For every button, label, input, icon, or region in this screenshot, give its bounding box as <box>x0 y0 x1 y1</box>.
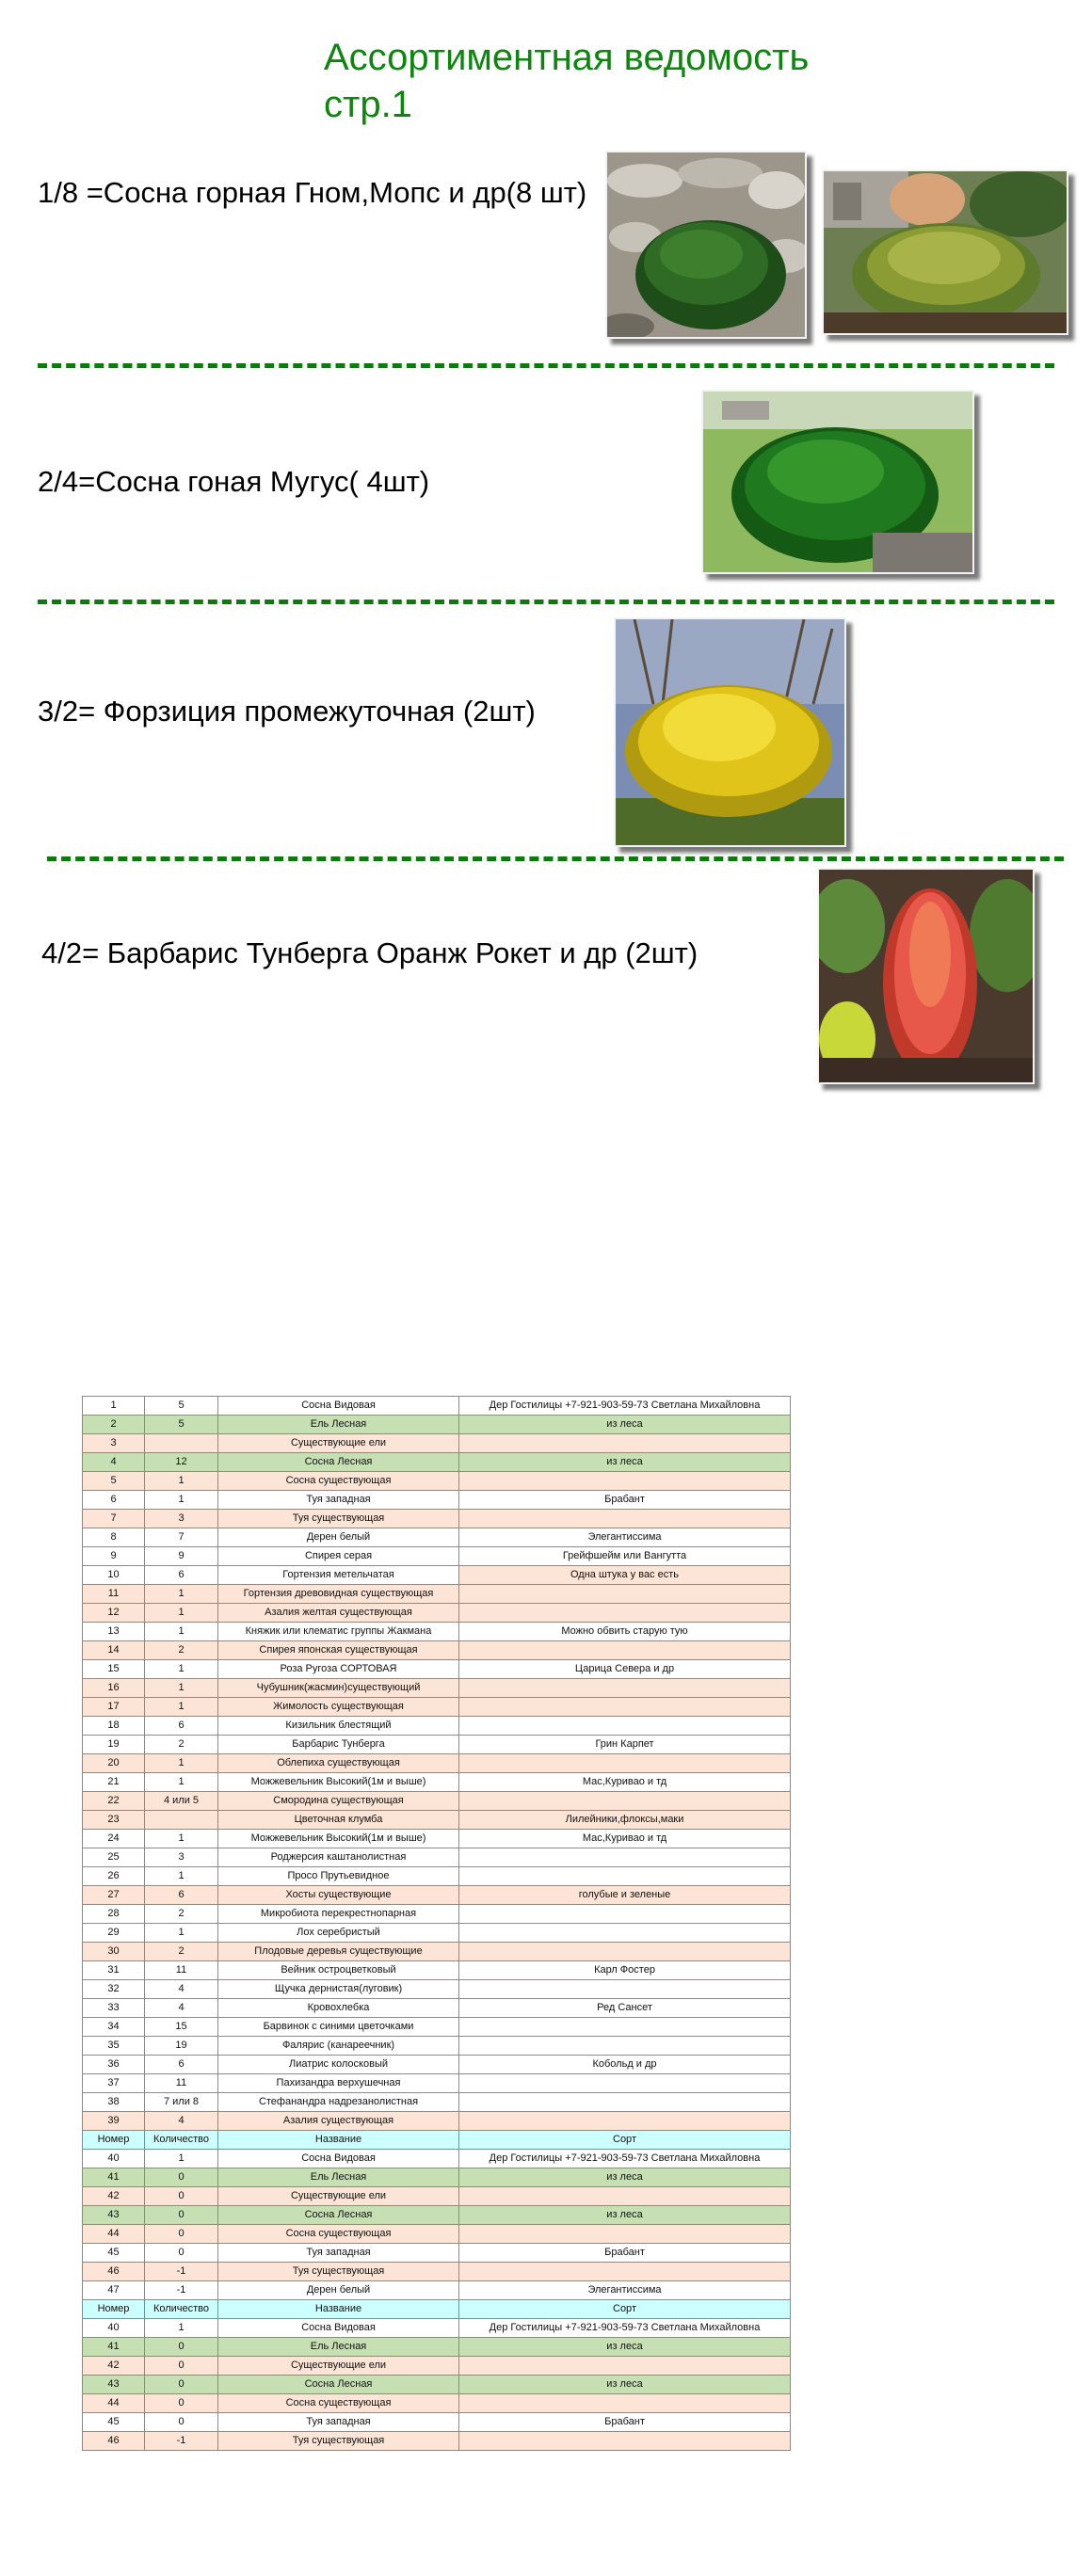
table-row <box>83 1585 791 1604</box>
table-cell: 18 <box>83 1717 145 1736</box>
table-cell: Микробиота перекрестнопарная <box>218 1905 459 1924</box>
table-cell <box>459 2357 791 2376</box>
table-cell: 11 <box>145 2074 218 2093</box>
table-row <box>83 2018 791 2037</box>
table-cell: Мас,Куривао и тд <box>459 1830 791 1848</box>
table-cell: Облепиха существующая <box>218 1754 459 1773</box>
table-cell <box>459 2432 791 2451</box>
table-cell <box>459 2093 791 2112</box>
assortment-table <box>82 1396 791 2451</box>
table-cell: 6 <box>83 1491 145 1510</box>
table-cell: 19 <box>83 1736 145 1754</box>
table-cell: 17 <box>83 1698 145 1717</box>
table-row <box>83 1660 791 1679</box>
table-cell: 1 <box>145 1754 218 1773</box>
table-cell <box>459 2037 791 2056</box>
table-cell: Можно обвить старую тую <box>459 1623 791 1641</box>
table-cell <box>459 1698 791 1717</box>
table-cell: Щучка дернистая(луговик) <box>218 1980 459 1999</box>
table-cell: Фалярис (канареечник) <box>218 2037 459 2056</box>
table-cell: 1 <box>83 1397 145 1416</box>
table-row <box>83 1848 791 1867</box>
table-row <box>83 2319 791 2338</box>
table-row <box>83 1717 791 1736</box>
table-cell: 43 <box>83 2376 145 2394</box>
table-cell: 0 <box>145 2413 218 2432</box>
table-cell: Кровохлебка <box>218 1999 459 2018</box>
item-1-label: 1/8 =Сосна горная Гном,Мопс и др(8 шт) <box>38 176 587 209</box>
table-cell: 39 <box>83 2112 145 2131</box>
table-row <box>83 1961 791 1980</box>
table-cell: 1 <box>145 1679 218 1698</box>
table-cell: Сосна существующая <box>218 2225 459 2244</box>
table-cell: 6 <box>145 1717 218 1736</box>
table-cell: Одна штука у вас есть <box>459 1566 791 1585</box>
table-row <box>83 1416 791 1434</box>
table-cell: 4 <box>145 1999 218 2018</box>
table-cell: Ред Сансет <box>459 1999 791 2018</box>
table-row <box>83 2093 791 2112</box>
table-cell: 1 <box>145 1604 218 1623</box>
section-divider <box>38 600 1054 604</box>
table-cell: Дер Гостилицы +7-921-903-59-73 Светлана Михайловна <box>459 2150 791 2168</box>
table-cell: Сосна Видовая <box>218 1397 459 1416</box>
table-cell: 1 <box>145 1585 218 1604</box>
table-cell: -1 <box>145 2281 218 2300</box>
table-cell: Вейник остроцветковый <box>218 1961 459 1980</box>
table-cell: 7 <box>83 1510 145 1528</box>
table-cell: 45 <box>83 2413 145 2432</box>
table-cell: 27 <box>83 1886 145 1905</box>
table-cell: Можжевельник Высокий(1м и выше) <box>218 1773 459 1792</box>
table-cell: Сосна Видовая <box>218 2319 459 2338</box>
section-divider <box>38 363 1054 368</box>
table-header-cell: Сорт <box>459 2300 791 2319</box>
table-cell: 16 <box>83 1679 145 1698</box>
table-row <box>83 1736 791 1754</box>
table-row <box>83 2074 791 2093</box>
table-header-row <box>83 2131 791 2150</box>
table-cell: Барвинок с синими цветочками <box>218 2018 459 2037</box>
table-row <box>83 1943 791 1961</box>
table-cell: 38 <box>83 2093 145 2112</box>
table-cell <box>459 1679 791 1698</box>
table-cell: Элегантиссима <box>459 1528 791 1547</box>
table-cell: 41 <box>83 2168 145 2187</box>
table-cell: 1 <box>145 1830 218 1848</box>
table-cell: Кизильник блестящий <box>218 1717 459 1736</box>
table-cell: 36 <box>83 2056 145 2074</box>
table-cell: 1 <box>145 1491 218 1510</box>
table-row <box>83 1886 791 1905</box>
table-row <box>83 1566 791 1585</box>
table-cell <box>459 1717 791 1736</box>
table-cell: 6 <box>145 2056 218 2074</box>
mugo-pine-photo <box>701 390 974 574</box>
table-cell: Элегантиссима <box>459 2281 791 2300</box>
table-row <box>83 2244 791 2263</box>
table-cell: 1 <box>145 1623 218 1641</box>
table-cell: из леса <box>459 1416 791 1434</box>
table-row <box>83 2357 791 2376</box>
table-cell: 11 <box>83 1585 145 1604</box>
table-cell <box>459 1980 791 1999</box>
table-cell: Дер Гостилицы +7-921-903-59-73 Светлана Михайловна <box>459 1397 791 1416</box>
table-cell: 21 <box>83 1773 145 1792</box>
table-cell: из леса <box>459 1453 791 1472</box>
table-cell: 1 <box>145 1472 218 1491</box>
table-cell <box>459 1472 791 1491</box>
table-cell <box>459 1848 791 1867</box>
table-row <box>83 1679 791 1698</box>
table-cell: 0 <box>145 2244 218 2263</box>
table-cell: Дерен белый <box>218 1528 459 1547</box>
table-row <box>83 1528 791 1547</box>
table-cell: 0 <box>145 2168 218 2187</box>
table-row <box>83 2112 791 2131</box>
table-cell: Смородина существующая <box>218 1792 459 1811</box>
table-cell: Лох серебристый <box>218 1924 459 1943</box>
table-row <box>83 1924 791 1943</box>
table-cell <box>459 1585 791 1604</box>
table-cell <box>459 2018 791 2037</box>
table-cell: 28 <box>83 1905 145 1924</box>
table-cell: Хосты существующие <box>218 1886 459 1905</box>
table-cell: 4 <box>145 1980 218 1999</box>
table-cell <box>459 2394 791 2413</box>
table-cell <box>459 2112 791 2131</box>
table-row <box>83 1811 791 1830</box>
table-cell: 47 <box>83 2281 145 2300</box>
table-row <box>83 1905 791 1924</box>
table-cell: 10 <box>83 1566 145 1585</box>
table-cell: Лилейники,флоксы,маки <box>459 1811 791 1830</box>
table-cell: из леса <box>459 2168 791 2187</box>
table-cell: Грин Карпет <box>459 1736 791 1754</box>
table-cell: Ель Лесная <box>218 2338 459 2357</box>
table-cell <box>459 1867 791 1886</box>
table-header-cell: Сорт <box>459 2131 791 2150</box>
table-cell: Туя существующая <box>218 1510 459 1528</box>
table-cell <box>459 1641 791 1660</box>
table-cell: Брабант <box>459 1491 791 1510</box>
table-cell: Сосна Видовая <box>218 2150 459 2168</box>
table-cell: 5 <box>145 1416 218 1434</box>
table-cell: 5 <box>83 1472 145 1491</box>
table-cell: 1 <box>145 1773 218 1792</box>
table-cell: 40 <box>83 2319 145 2338</box>
table-cell: 34 <box>83 2018 145 2037</box>
table-cell: Роза Ругоза СОРТОВАЯ <box>218 1660 459 1679</box>
table-cell: Сосна существующая <box>218 1472 459 1491</box>
table-row <box>83 2187 791 2206</box>
table-cell: 15 <box>145 2018 218 2037</box>
table-header-row <box>83 2300 791 2319</box>
table-header-cell: Номер <box>83 2300 145 2319</box>
table-cell: Туя западная <box>218 1491 459 1510</box>
table-cell: 12 <box>145 1453 218 1472</box>
table-cell <box>459 2263 791 2281</box>
table-cell: 12 <box>83 1604 145 1623</box>
table-cell: 23 <box>83 1811 145 1830</box>
table-cell: 6 <box>145 1566 218 1585</box>
table-cell: 22 <box>83 1792 145 1811</box>
table-cell: 7 или 8 <box>145 2093 218 2112</box>
table-cell: 1 <box>145 2150 218 2168</box>
table-row <box>83 2056 791 2074</box>
table-cell: 15 <box>83 1660 145 1679</box>
table-cell: голубые и зеленые <box>459 1886 791 1905</box>
table-row <box>83 1867 791 1886</box>
table-row <box>83 2168 791 2187</box>
table-cell: Чубушник(жасмин)существующий <box>218 1679 459 1698</box>
table-cell: 43 <box>83 2206 145 2225</box>
table-cell: 2 <box>145 1641 218 1660</box>
table-cell <box>459 1604 791 1623</box>
table-cell: Лиатрис колосковый <box>218 2056 459 2074</box>
table-cell: Можжевельник Высокий(1м и выше) <box>218 1830 459 1848</box>
table-cell: 11 <box>145 1961 218 1980</box>
table-cell: Гортензия метельчатая <box>218 1566 459 1585</box>
table-cell: 41 <box>83 2338 145 2357</box>
table-cell: Мас,Куривао и тд <box>459 1773 791 1792</box>
table-cell: 2 <box>145 1905 218 1924</box>
table-cell: Роджерсия каштанолистная <box>218 1848 459 1867</box>
table-cell: 4 или 5 <box>145 1792 218 1811</box>
table-cell: 3 <box>145 1848 218 1867</box>
table-cell: 29 <box>83 1924 145 1943</box>
table-cell: 1 <box>145 1698 218 1717</box>
table-cell: 2 <box>145 1943 218 1961</box>
table-cell: 14 <box>83 1641 145 1660</box>
table-cell: 8 <box>83 1528 145 1547</box>
table-cell: Стефанандра надрезанолистная <box>218 2093 459 2112</box>
table-cell: 0 <box>145 2206 218 2225</box>
table-row <box>83 1397 791 1416</box>
table-cell <box>459 1434 791 1453</box>
table-cell: Сосна Лесная <box>218 1453 459 1472</box>
item-3-label: 3/2= Форзиция промежуточная (2шт) <box>38 695 536 728</box>
table-cell: 1 <box>145 1867 218 1886</box>
table-cell: 25 <box>83 1848 145 1867</box>
table-cell: Ель Лесная <box>218 2168 459 2187</box>
table-cell: 30 <box>83 1943 145 1961</box>
table-row <box>83 1434 791 1453</box>
table-cell: 13 <box>83 1623 145 1641</box>
barberry-orange-rocket-photo <box>817 868 1035 1084</box>
table-cell: Барбарис Тунберга <box>218 1736 459 1754</box>
table-cell <box>459 1510 791 1528</box>
table-cell: 0 <box>145 2225 218 2244</box>
table-row <box>83 1623 791 1641</box>
mountain-pine-garden-photo <box>822 169 1068 335</box>
table-header-cell: Номер <box>83 2131 145 2150</box>
table-cell: 31 <box>83 1961 145 1980</box>
table-row <box>83 1830 791 1848</box>
table-cell: Спирея серая <box>218 1547 459 1566</box>
table-cell: 20 <box>83 1754 145 1773</box>
table-cell: Сосна существующая <box>218 2394 459 2413</box>
table-row <box>83 1698 791 1717</box>
table-cell: Сосна Лесная <box>218 2206 459 2225</box>
table-header-cell: Количество <box>145 2131 218 2150</box>
table-cell: 1 <box>145 1660 218 1679</box>
table-cell <box>459 1792 791 1811</box>
table-cell: из леса <box>459 2376 791 2394</box>
table-cell: 5 <box>145 1397 218 1416</box>
table-cell <box>459 2187 791 2206</box>
table-row <box>83 2037 791 2056</box>
mountain-pine-rockery-photo <box>605 151 807 339</box>
table-cell: 1 <box>145 2319 218 2338</box>
page-title: Ассортиментная ведомость стр.1 <box>324 37 810 125</box>
table-cell <box>145 1434 218 1453</box>
table-cell: из леса <box>459 2338 791 2357</box>
table-cell: Просо Прутьевидное <box>218 1867 459 1886</box>
table-row <box>83 2394 791 2413</box>
table-cell: 19 <box>145 2037 218 2056</box>
table-cell: 33 <box>83 1999 145 2018</box>
table-cell: Существующие ели <box>218 2357 459 2376</box>
table-row <box>83 2263 791 2281</box>
table-cell: 0 <box>145 2376 218 2394</box>
table-cell: 24 <box>83 1830 145 1848</box>
table-cell: 7 <box>145 1528 218 1547</box>
table-cell <box>459 1905 791 1924</box>
table-cell: 0 <box>145 2357 218 2376</box>
table-cell: 9 <box>145 1547 218 1566</box>
table-row <box>83 1510 791 1528</box>
table-cell: 26 <box>83 1867 145 1886</box>
table-cell: Грейфшейм или Вангутта <box>459 1547 791 1566</box>
table-cell: -1 <box>145 2432 218 2451</box>
table-cell: Брабант <box>459 2413 791 2432</box>
table-row <box>83 1641 791 1660</box>
table-cell: Существующие ели <box>218 2187 459 2206</box>
table-cell <box>459 2074 791 2093</box>
table-cell: Брабант <box>459 2244 791 2263</box>
table-cell: 45 <box>83 2244 145 2263</box>
table-row <box>83 2150 791 2168</box>
table-cell: 44 <box>83 2394 145 2413</box>
table-cell: Азалия желтая существующая <box>218 1604 459 1623</box>
table-cell: Ель Лесная <box>218 1416 459 1434</box>
table-row <box>83 1491 791 1510</box>
table-row <box>83 1980 791 1999</box>
table-cell: Цветочная клумба <box>218 1811 459 1830</box>
table-cell: 2 <box>83 1416 145 1434</box>
table-row <box>83 2413 791 2432</box>
table-row <box>83 2225 791 2244</box>
table-cell: 1 <box>145 1924 218 1943</box>
table-cell: Жимолость существующая <box>218 1698 459 1717</box>
table-row <box>83 1773 791 1792</box>
table-cell: Азалия существующая <box>218 2112 459 2131</box>
table-cell: Сосна Лесная <box>218 2376 459 2394</box>
table-header-cell: Количество <box>145 2300 218 2319</box>
table-cell: 0 <box>145 2394 218 2413</box>
table-cell: из леса <box>459 2206 791 2225</box>
table-row <box>83 1453 791 1472</box>
table-row <box>83 2338 791 2357</box>
table-row <box>83 1604 791 1623</box>
table-cell: 35 <box>83 2037 145 2056</box>
table-cell: Туя существующая <box>218 2263 459 2281</box>
forsythia-photo <box>614 617 846 847</box>
table-row <box>83 2432 791 2451</box>
table-cell: 3 <box>145 1510 218 1528</box>
table-cell: 40 <box>83 2150 145 2168</box>
table-cell: Спирея японская существующая <box>218 1641 459 1660</box>
table-cell: 4 <box>145 2112 218 2131</box>
table-cell: Карл Фостер <box>459 1961 791 1980</box>
table-cell <box>145 1811 218 1830</box>
table-cell: Царица Севера и др <box>459 1660 791 1679</box>
table-cell: Туя существующая <box>218 2432 459 2451</box>
table-cell: Дерен белый <box>218 2281 459 2300</box>
table-cell: 46 <box>83 2432 145 2451</box>
table-cell: 0 <box>145 2187 218 2206</box>
table-cell: 9 <box>83 1547 145 1566</box>
table-row <box>83 1472 791 1491</box>
table-cell <box>459 2225 791 2244</box>
table-cell: Пахизандра верхушечная <box>218 2074 459 2093</box>
table-cell: 32 <box>83 1980 145 1999</box>
table-cell: Гортензия древовидная существующая <box>218 1585 459 1604</box>
table-row <box>83 1754 791 1773</box>
table-cell <box>459 1754 791 1773</box>
table-row <box>83 2206 791 2225</box>
table-cell: Плодовые деревья существующие <box>218 1943 459 1961</box>
table-cell: -1 <box>145 2263 218 2281</box>
item-4-label: 4/2= Барбарис Тунберга Оранж Рокет и др (2шт) <box>41 936 699 969</box>
table-row <box>83 1792 791 1811</box>
table-cell: Дер Гостилицы +7-921-903-59-73 Светлана Михайловна <box>459 2319 791 2338</box>
table-cell: Туя западная <box>218 2244 459 2263</box>
table-cell <box>459 1943 791 1961</box>
table-row <box>83 2376 791 2394</box>
table-cell <box>459 1924 791 1943</box>
table-header-cell: Название <box>218 2131 459 2150</box>
table-cell: 44 <box>83 2225 145 2244</box>
table-cell: 4 <box>83 1453 145 1472</box>
table-row <box>83 1547 791 1566</box>
table-cell: 42 <box>83 2187 145 2206</box>
table-cell: 46 <box>83 2263 145 2281</box>
table-cell: 3 <box>83 1434 145 1453</box>
item-2-label: 2/4=Сосна гоная Мугус( 4шт) <box>38 465 430 498</box>
table-row <box>83 1999 791 2018</box>
table-cell: Княжик или клематис группы Жакмана <box>218 1623 459 1641</box>
table-row <box>83 2281 791 2300</box>
table-header-cell: Название <box>218 2300 459 2319</box>
table-cell: 2 <box>145 1736 218 1754</box>
table-cell: 0 <box>145 2338 218 2357</box>
section-divider <box>47 856 1064 861</box>
table-cell: 42 <box>83 2357 145 2376</box>
table-cell: 6 <box>145 1886 218 1905</box>
table-cell: Туя западная <box>218 2413 459 2432</box>
table-cell: Существующие ели <box>218 1434 459 1453</box>
table-cell: Кобольд и др <box>459 2056 791 2074</box>
table-cell: 37 <box>83 2074 145 2093</box>
